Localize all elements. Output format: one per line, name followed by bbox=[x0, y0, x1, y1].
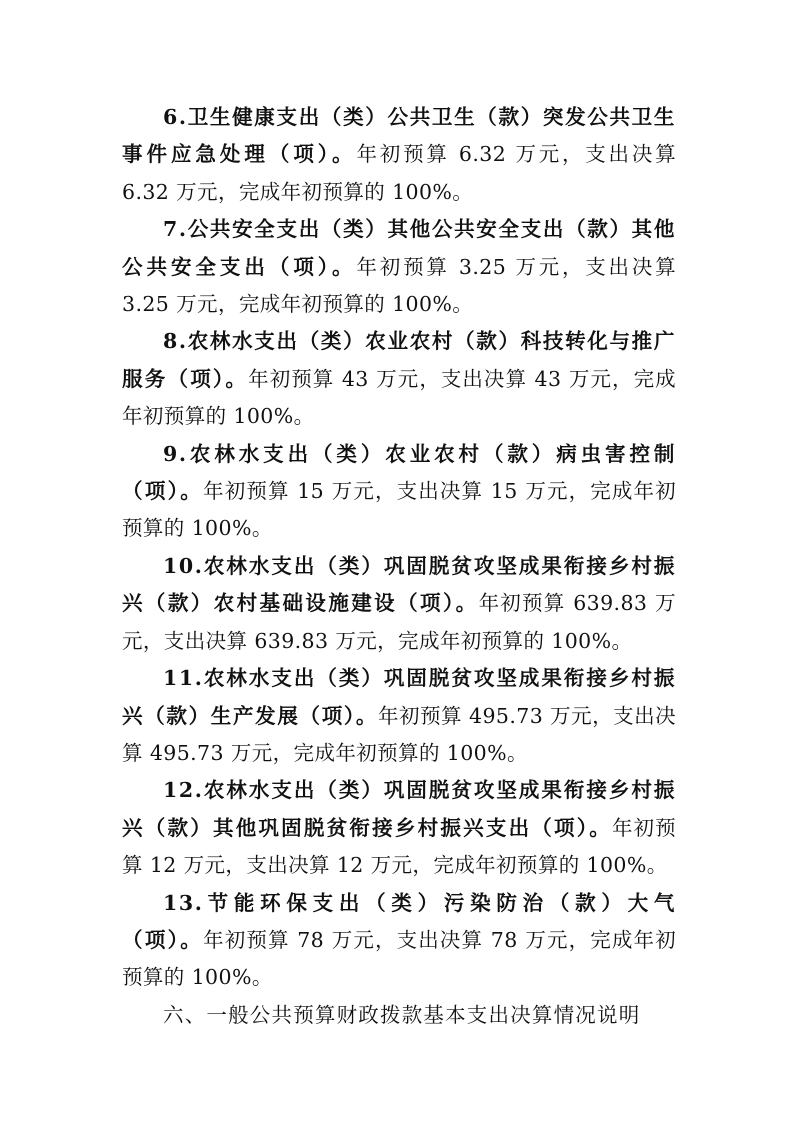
item-text: 年初预算 15 万元，支出决算 15 万元，完成年初预算的 100%。 bbox=[122, 479, 676, 541]
item-heading: 11.农林水支出（类）巩固脱贫攻坚成果衔接乡村振兴（款）生产发展（项）。 bbox=[122, 666, 676, 728]
paragraph-item-13 bbox=[122, 885, 676, 997]
item-text: 年初预算 12 万元，支出决算 12 万元，完成年初预算的 100%。 bbox=[122, 815, 676, 878]
paragraph-item-11 bbox=[122, 660, 676, 772]
item-text: 年初预算 495.73 万元，支出决算 495.73 万元，完成年初预算的 100%。 bbox=[122, 703, 677, 765]
item-text: 年初预算 6.32 万元，支出决算 6.32 万元，完成年初预算的 100%。 bbox=[122, 142, 677, 204]
item-text: 年初预算 639.83 万元，支出决算 639.83 万元，完成年初预算的 100%。 bbox=[122, 591, 676, 653]
section-title: 六、一般公共预算财政拨款基本支出决算情况说明 bbox=[163, 1002, 641, 1027]
item-heading: 8.农林水支出（类）农业农村（款）科技转化与推广服务（项）。 bbox=[122, 329, 676, 391]
item-heading: 6.卫生健康支出（类）公共卫生（款）突发公共卫生事件应急处理（项）。 bbox=[122, 105, 676, 167]
paragraph-item-12 bbox=[122, 772, 676, 884]
item-heading: 9.农林水支出（类）农业农村（款）病虫害控制（项）。 bbox=[122, 441, 676, 504]
item-heading: 10.农林水支出（类）巩固脱贫攻坚成果衔接乡村振兴（款）农村基础设施建设（项）。 bbox=[122, 553, 676, 616]
item-heading: 13.节能环保支出（类）污染防治（款）大气（项）。 bbox=[122, 890, 676, 952]
item-heading: 7.公共安全支出（类）其他公共安全支出（款）其他公共安全支出（项）。 bbox=[122, 217, 676, 279]
item-heading: 12.农林水支出（类）巩固脱贫攻坚成果衔接乡村振兴（款）其他巩固脱贫衔接乡村振兴支出（项）。 bbox=[122, 778, 676, 840]
paragraph-item-10 bbox=[122, 548, 676, 660]
paragraph-item-8 bbox=[122, 323, 676, 435]
paragraph-item-7 bbox=[122, 211, 676, 323]
item-text: 年初预算 43 万元，支出决算 43 万元，完成年初预算的 100%。 bbox=[122, 366, 676, 429]
paragraph-item-9 bbox=[122, 436, 676, 548]
item-text: 年初预算 78 万元，支出决算 78 万元，完成年初预算的 100%。 bbox=[122, 927, 676, 990]
document-body bbox=[122, 99, 676, 1034]
item-text: 年初预算 3.25 万元，支出决算 3.25 万元，完成年初预算的 100%。 bbox=[122, 254, 677, 317]
paragraph-item-6 bbox=[122, 99, 676, 211]
